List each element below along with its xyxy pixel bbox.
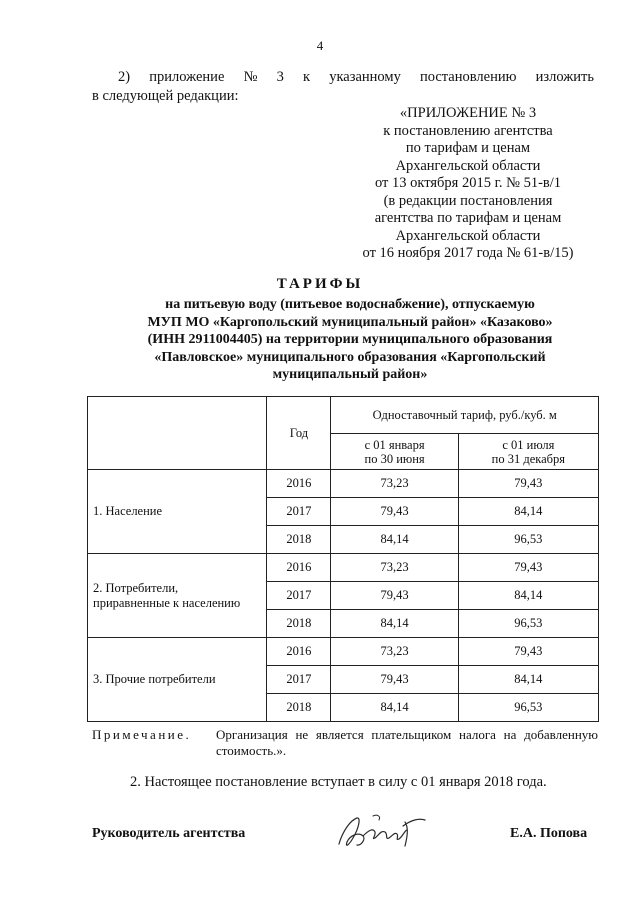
subtitle-line: на питьевую воду (питьевое водоснабжение), отпускаемую xyxy=(165,297,535,312)
note-text: Организация не является плательщиком налога на добавленную стоимость.». xyxy=(216,727,598,758)
year-cell: 2017 xyxy=(267,498,331,526)
tariff-table xyxy=(87,396,599,722)
year-cell: 2018 xyxy=(267,526,331,554)
tariff-h1-cell: 73,23 xyxy=(331,638,458,666)
year-cell: 2017 xyxy=(267,666,331,694)
appendix-line: к постановлению агентства xyxy=(383,122,553,139)
table-row xyxy=(88,470,599,498)
tariff-h2-cell: 79,43 xyxy=(458,554,598,582)
tariff-header: Одноставочный тариф, руб./куб. м xyxy=(331,397,599,434)
tariff-h1-cell: 84,14 xyxy=(331,610,458,638)
intro-word: 3 xyxy=(276,69,284,85)
year-cell: 2018 xyxy=(267,610,331,638)
tariff-h1-cell: 79,43 xyxy=(331,498,458,526)
category-label: приравненные к населению xyxy=(93,595,241,610)
category-label: 3. Прочие потребители xyxy=(93,672,216,686)
year-cell: 2016 xyxy=(267,554,331,582)
year-header: Год xyxy=(267,397,331,470)
handwritten-signature xyxy=(333,808,433,858)
intro-word: приложение xyxy=(149,69,225,85)
intro-word: к xyxy=(303,69,311,85)
tariff-h2-cell: 84,14 xyxy=(458,498,598,526)
tariff-h1-cell: 79,43 xyxy=(331,582,458,610)
category-cell xyxy=(88,554,267,638)
tariff-h1-cell: 73,23 xyxy=(331,470,458,498)
intro-word: № xyxy=(243,69,258,85)
tariff-h1-cell: 79,43 xyxy=(331,666,458,694)
year-cell: 2016 xyxy=(267,470,331,498)
note-label: Примечание. xyxy=(92,727,192,742)
tariff-h2-cell: 96,53 xyxy=(458,694,598,722)
appendix-line: агентства по тарифам и ценам xyxy=(374,210,562,226)
period2-header xyxy=(458,434,598,470)
table-row xyxy=(88,638,599,666)
intro-word: 2) xyxy=(118,69,131,85)
appendix-line: (в редакции постановления xyxy=(383,192,553,209)
tariff-h2-cell: 96,53 xyxy=(458,610,598,638)
document-title: ТАРИФЫ xyxy=(276,276,364,292)
intro-word: изложить xyxy=(535,69,594,85)
tariff-h1-cell: 84,14 xyxy=(331,694,458,722)
intro-word: постановлению xyxy=(419,69,517,85)
category-label: 1. Население xyxy=(93,504,163,518)
appendix-header xyxy=(340,105,596,263)
signatory-name: Е.А. Попова xyxy=(510,826,588,841)
appendix-line: по тарифам и ценам xyxy=(405,140,531,156)
page-number: 4 xyxy=(316,38,324,53)
appendix-line: от 13 октября 2015 г. № 51-в/1 xyxy=(374,175,562,191)
year-cell: 2016 xyxy=(267,638,331,666)
tariff-h2-cell: 96,53 xyxy=(458,526,598,554)
subtitle-line: «Павловское» муниципального образования «Каргопольский xyxy=(154,349,546,365)
period1-header xyxy=(331,434,458,470)
intro-continuation: в следующей редакции: xyxy=(92,88,239,104)
appendix-line: Архангельской области xyxy=(395,157,541,174)
table-row xyxy=(88,554,599,582)
document-subtitle xyxy=(80,296,620,384)
tariff-h2-cell: 84,14 xyxy=(458,582,598,610)
category-label: 2. Потребители, xyxy=(93,580,179,595)
subtitle-line: МУП МО «Каргопольский муниципальный район» «Казаково» xyxy=(147,314,553,330)
appendix-line: «ПРИЛОЖЕНИЕ № 3 xyxy=(399,105,537,121)
signatory-position: Руководитель агентства xyxy=(92,826,246,841)
period2-line1: с 01 июля xyxy=(502,437,555,452)
appendix-line: от 16 ноября 2017 года № 61-в/15) xyxy=(362,245,574,261)
appendix-line: Архангельской области xyxy=(395,227,541,244)
subtitle-line: (ИНН 2911004405) на территории муниципального образования xyxy=(147,332,553,347)
header-empty-cell xyxy=(88,397,267,470)
tariff-h2-cell: 79,43 xyxy=(458,470,598,498)
year-cell: 2017 xyxy=(267,582,331,610)
period2-line2: по 31 декабря xyxy=(491,451,566,466)
tariff-h1-cell: 73,23 xyxy=(331,554,458,582)
subtitle-line: муниципальный район» xyxy=(272,367,428,382)
period1-line2: по 30 июня xyxy=(364,451,425,466)
category-cell xyxy=(88,470,267,554)
intro-line xyxy=(118,69,594,86)
period1-line1: с 01 января xyxy=(364,437,425,452)
effective-date-clause: 2. Настоящее постановление вступает в силу с 01 января 2018 года. xyxy=(130,774,547,790)
tariff-h2-cell: 84,14 xyxy=(458,666,598,694)
year-cell: 2018 xyxy=(267,694,331,722)
category-cell xyxy=(88,638,267,722)
intro-word: указанному xyxy=(329,69,401,85)
tariff-h2-cell: 79,43 xyxy=(458,638,598,666)
tariff-h1-cell: 84,14 xyxy=(331,526,458,554)
